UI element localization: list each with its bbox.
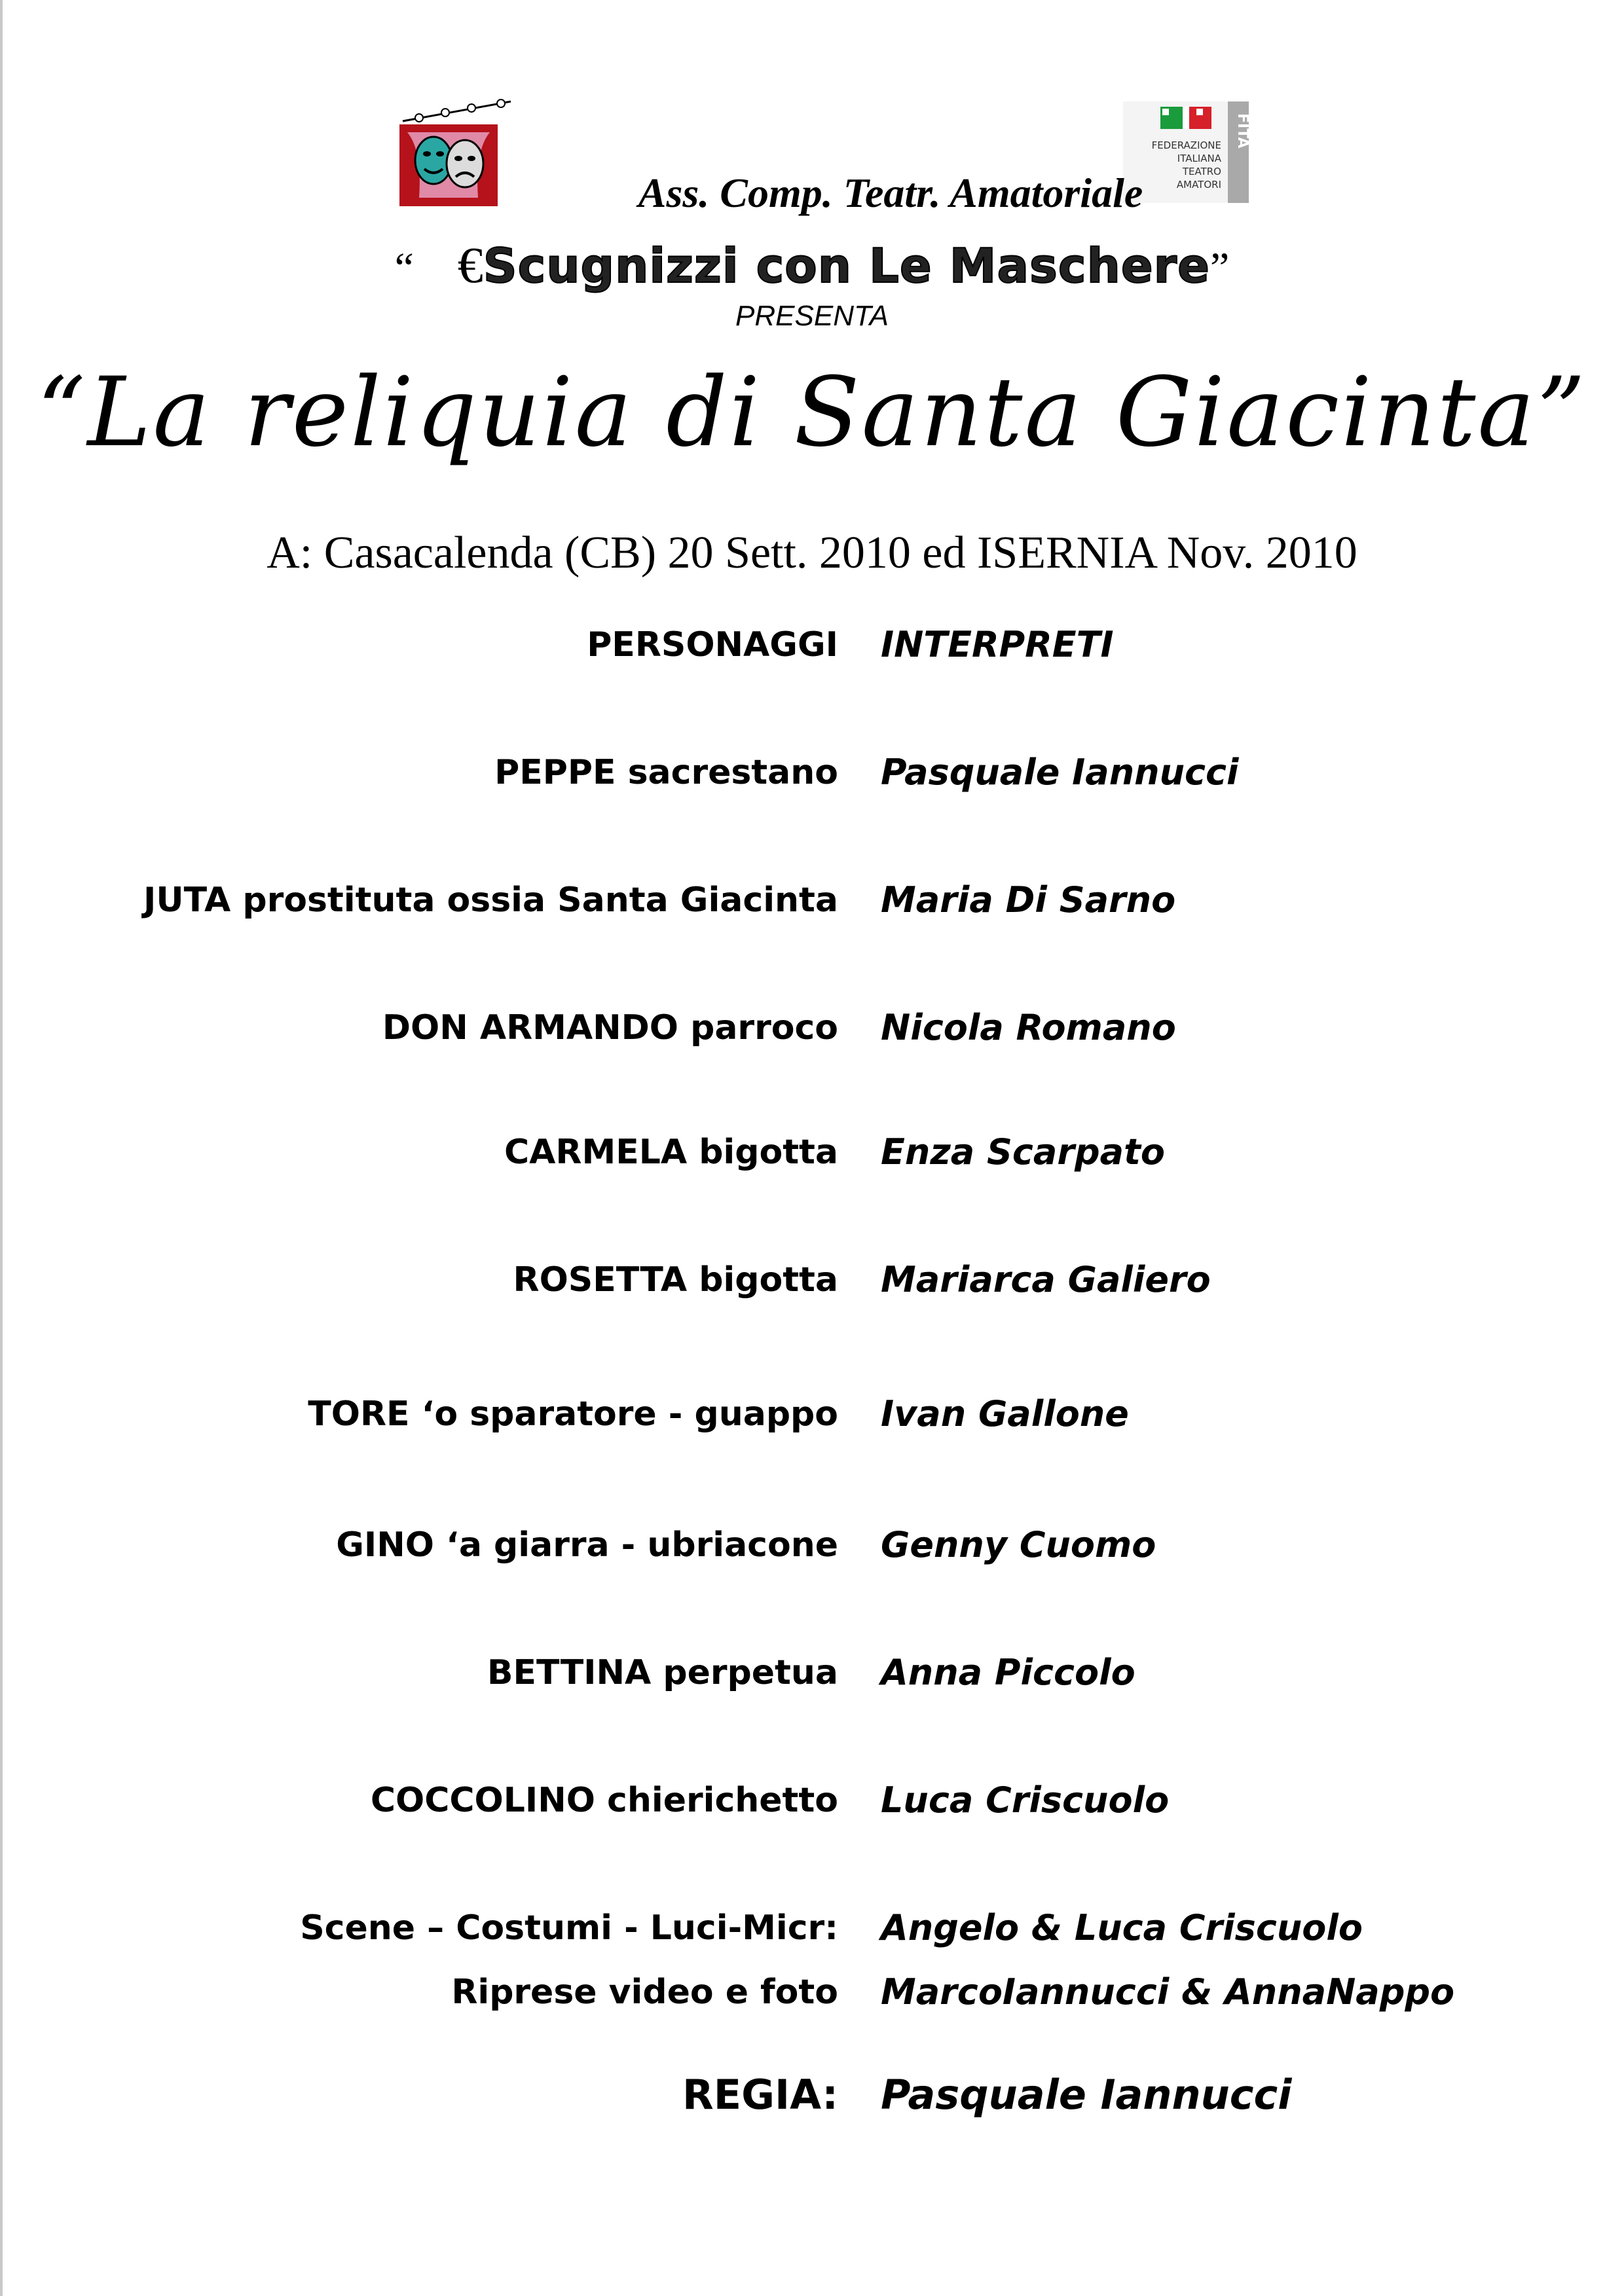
euro-sign: € xyxy=(457,236,483,293)
actor-name: Mariarca Galiero xyxy=(881,1259,1211,1300)
role-name: ROSETTA bigotta xyxy=(513,1260,838,1300)
cast-row xyxy=(0,998,1624,1057)
quote-open: “ xyxy=(394,244,414,292)
cast-header-row xyxy=(0,615,1624,674)
role-column-header: PERSONAGGI xyxy=(587,625,838,665)
actor-name: Enza Scarpato xyxy=(881,1131,1165,1173)
cast-row xyxy=(0,743,1624,802)
cast-row xyxy=(0,1516,1624,1575)
company-line xyxy=(0,229,1624,301)
cast-row xyxy=(0,1385,1624,1444)
actor-name: Ivan Gallone xyxy=(881,1393,1129,1434)
credit-row xyxy=(0,1963,1624,2022)
credit-role: Riprese video e foto xyxy=(451,1973,838,2012)
role-name: GINO ‘a giarra - ubriacone xyxy=(336,1525,838,1565)
cast-row xyxy=(0,1250,1624,1309)
fita-line-2: ITALIANA xyxy=(1177,153,1221,164)
actor-name: Nicola Romano xyxy=(881,1007,1176,1048)
play-title: “La reliquia di Santa Giacinta” xyxy=(36,357,1588,468)
role-name: TORE ‘o sparatore - guappo xyxy=(308,1394,838,1434)
cast-row xyxy=(0,1643,1624,1702)
venue-dates: A: Casacalenda (CB) 20 Sett. 2010 ed ISERNIA Nov. 2010 xyxy=(267,528,1357,578)
quote-close: ” xyxy=(1210,244,1230,292)
credit-names: MarcoIannucci & AnnaNappo xyxy=(881,1971,1455,2013)
role-name: CARMELA bigotta xyxy=(504,1133,838,1172)
role-name: JUTA prostituta ossia Santa Giacinta xyxy=(143,881,838,920)
actor-name: Maria Di Sarno xyxy=(881,879,1176,920)
credit-row xyxy=(0,1899,1624,1958)
cast-row xyxy=(0,871,1624,930)
credit-names: Angelo & Luca Criscuolo xyxy=(881,1907,1363,1948)
fita-line-4: AMATORI xyxy=(1176,179,1221,191)
role-name: COCCOLINO chierichetto xyxy=(370,1781,838,1820)
association-name: Ass. Comp. Teatr. Amatoriale xyxy=(638,170,1143,216)
credit-role: Scene – Costumi - Luci-Micr: xyxy=(300,1908,838,1948)
cast-row xyxy=(0,1771,1624,1830)
director-row xyxy=(0,2066,1624,2124)
fita-line-1: FEDERAZIONE xyxy=(1151,139,1221,151)
actor-name: Pasquale Iannucci xyxy=(881,752,1239,793)
director-label: REGIA: xyxy=(682,2071,838,2119)
role-name: BETTINA perpetua xyxy=(487,1653,838,1692)
actor-name: Genny Cuomo xyxy=(881,1524,1156,1565)
cast-row xyxy=(0,1123,1624,1182)
actor-column-header: INTERPRETI xyxy=(881,624,1114,665)
actor-name: Anna Piccolo xyxy=(881,1652,1135,1693)
director-name: Pasquale Iannucci xyxy=(881,2071,1292,2119)
company-name: Scugnizzi con Le Maschere xyxy=(483,238,1211,293)
fita-line-3: TEATRO xyxy=(1182,166,1221,177)
presenta-label: PRESENTA xyxy=(735,300,889,332)
actor-name: Luca Criscuolo xyxy=(881,1779,1170,1821)
role-name: PEPPE sacrestano xyxy=(494,753,838,792)
fita-side-text: FITA xyxy=(1234,113,1251,149)
role-name: DON ARMANDO parroco xyxy=(382,1008,838,1048)
